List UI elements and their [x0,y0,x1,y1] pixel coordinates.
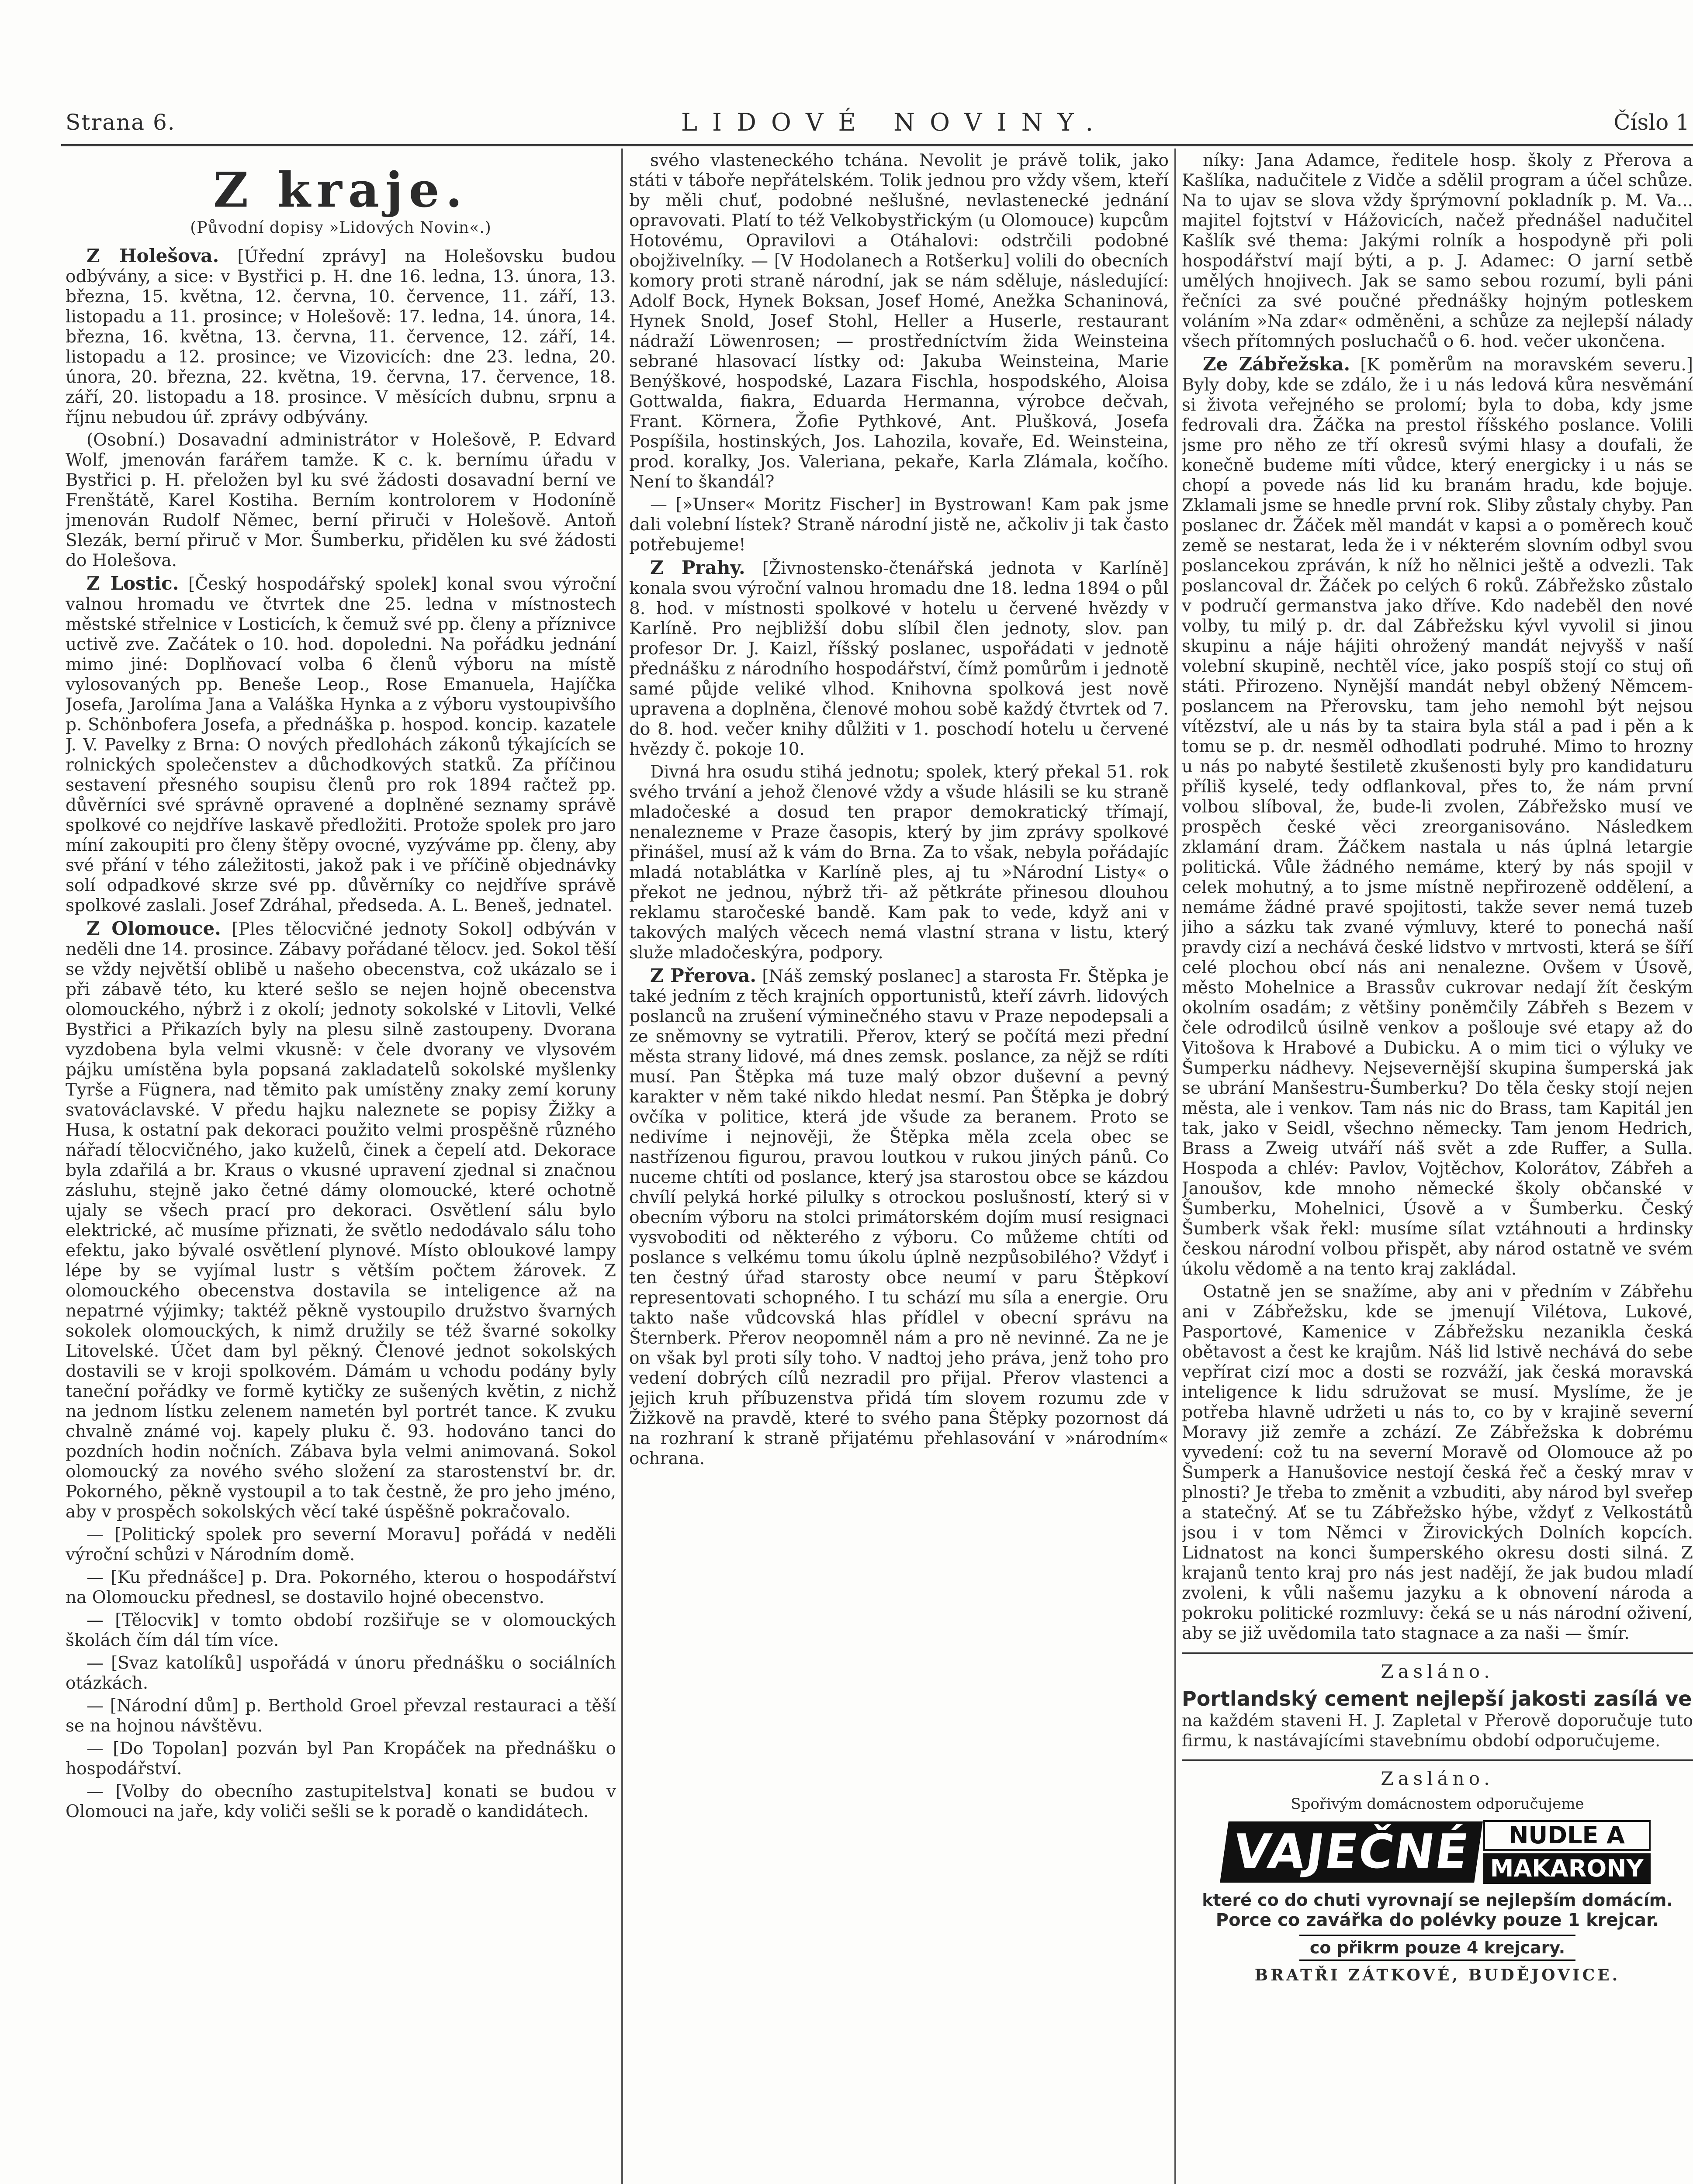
article-text: — [Ku přednášce] p. Dra. Pokorného, kterou o hospodářství na Olomoucku přednesl, se dostavilo hojné obecenstvo. [66,1568,616,1607]
column-2 [629,151,1169,2184]
column-3 [1182,151,1693,2184]
noodle-logo [1182,1820,1693,1884]
article-text: — [Národní dům] p. Berthold Groel převzal restauraci a těší se na hojnou návštěvu. [66,1696,616,1736]
article-paragraph [66,574,616,916]
article-paragraph [629,558,1169,760]
article-paragraph [66,1610,616,1651]
page-header [66,105,1693,140]
logo-top-text: NUDLE A [1483,1820,1651,1851]
article-paragraph [66,430,616,571]
article-text: — [»Unser« Moritz Fischer] in Bystrowan! Kam pak jsme dali volební lístek? Straně národní jistě ne, ačkoliv ji tak často potřebujeme! [629,495,1169,555]
article-text: [Náš zemský poslanec] a starosta Fr. Štěpka je také jedním z těch krajních opportunistů, kteří závrh. lidových poslanců na zrušení výminečného stavu v Praze nepodepsali a ze sněmovny se vytratili. Přerov, který se počítá mezi přední města strany lidové, má dnes zemsk. poslance, za nějž se rdíti musí. Pan Štěpka má tuze malý obzor duševní a pevný karakter v něm také nikdo hledat nesmí. Pan Štěpka je dobrý ovčíka v politice, která jde všude za beranem. Proto se nedivíme i nejnověji, že Štěpka měla zcela obec se nastřízenou figurou, pravou loutkou v rukou jiných pánů. Co nuceme chtíti od poslance, který jsa starostou obce se kázdou chvílí pelyká horké pilulky s otrockou poslušností, který si v obecním výboru na stolci primátorském dojím musí resignaci vysvoboditi od některého z výboru. Co můžeme chtíti od poslance s velkému tomu úkolu úplně nezpůsobilého? Vždyť i ten čestný úřad starosty obce neumí v paru Štěpkoví representovati schopného. I tu schází mu síla a energie. Oru takto naše vůdcovská hlas přídlel v obecní správu na Šternberk. Přerov neopomněl nám a pro ně nevinné. Za ne je on však byl proti síly toho. V nadtoj jeho práva, jenž toho pro vedení dobrých cílů nezradil pro přijal. Přerov vlastenci a jejich kruh příbuzenstva přidá tím slovem rozumu zde v Žižkově na pravdě, které to svého pana Štěpky pozornost dá na rozhraní k straně přijatému přehlasování v »národním« ochrana. [629,967,1169,1469]
article-paragraph [66,919,616,1522]
article-text: Ostatně jen se snažíme, aby ani v předním v Zábřehu ani v Zábřežsku, kde se jmenují Vilétova, Lukové, Pasportové, Kamenice v Zábřežsku nezanikla česká obětavost a čest ke krajům. Náš lid lstivě nechává do sebe vepřírat cizí moc a dosti se rozváží, jak česká moravská inteligence k lidu sdružovat se musí. Myslíme, že je potřeba hlavně udržeti u nás to, co by v krajině severní Moravy již zemře a zchází. Ze Zábřežska k dobrému vyvedení: což tu na severní Moravě od Olomouce až po Šumperk a Hanušovice nestojí česká řeč a český mrav v plnosti? Je třeba to změnit a vzbuditi, aby národ byl sveřep a statečný. Ať se tu Zábřežsko hýbe, vždyť z Velkostátů jsou i v tom Němci v Žirovických Dolních kopcích. Lidnatost na konci šumperského okresu dosti silná. Z krajanů tento kraj pro nás jest nadějí, že jak budou mladí zvoleni, k vůli našemu jazyku a k obnovení národa a pokroku politické rozmluvy: čeká se u nás národní oživení, aby se již uvědomila tato stagnace a za naši — šmír. [1182,1282,1693,1643]
page-number: Strana 6. [66,110,176,135]
column-1-articles [66,246,616,1822]
section-title: Z kraje. [213,162,469,218]
article-text: — [Svaz katolíků] uspořádá v únoru přednášku o sociálních otázkách. [66,1653,616,1693]
article-paragraph [66,1782,616,1822]
cement-heading: Portlandský cement nejlepší jakosti zasílá ve [1182,1687,1692,1711]
article-paragraph [66,1739,616,1779]
article-text: (Osobní.) Dosavadní administrátor v Holešově, P. Edvard Wolf, jmenován farářem tamže. K c. k. bernímu úřadu v Bystřici p. H. přeložen byl ku své žádosti dosavadní berní ve Frenštátě, Karel Kostiha. Berním kontrolorem v Hodoníně jmenován Rudolf Němec, berní přiruči v Holešově. Antoň Slezák, berní přiruč v Mor. Šumberku, přidělen ku své žádosti do Holešova. [66,430,616,570]
cement-advertisement [1182,1652,1693,1751]
article-text: [Úřední zprávy] na Holešovsku budou odbývány, a sice: v Bystřici p. H. dne 16. ledna, 13. února, 13. března, 15. května, 12. června, 10. července, 11. září, 13. listopadu a 11. prosince; v Holešově: 17. ledna, 14. února, 14. března, 16. května, 13. června, 11. července, 12. září, 14. listopadu a 12. prosince; ve Vizovicích: dne 23. ledna, 20. února, 20. března, 22. května, 19. června, 17. července, 18. září, 20. listopadu a 18. prosince. V měsících dubnu, srpnu a říjnu nebudou úř. zprávy odbývány. [66,247,616,427]
ad-firm: BRATŘI ZÁTKOVÉ, BUDĚJOVICE. [1254,1966,1620,1984]
article-paragraph [629,966,1169,1469]
ad-line-2: Porce co zavářka do polévky pouze 1 krejcar. [1215,1910,1659,1930]
place-heading: Z Holešova. [87,245,219,266]
cement-body: na každém staveni H. J. Zapletal v Přerově doporučuje tuto firmu, k nastávajícími stavebnímu období odporučujeme. [1182,1711,1693,1750]
article-text: [Živnostensko-čtenářská jednota v Karlíně] konala svou výroční valnou hromadu dne 18. ledna 1894 o půl 8. hod. v místnosti spolkové v hotelu u červené hvězdy v Karlíně. Pro nejbližší dobu slíbil člen jednoty, slov. pan profesor Dr. J. Kaizl, říšský poslanec, uspořádati v jednotě přednášku z národního hospodářství, čímž pomůrům i jednotě samé půjde veliké vlhod. Knihovna spolková jest nově upravena a doplněna, členové mohou sobě každý čtvrtek od 7. do 8. hod. večer knihy důlžiti v 1. poschodí hotelu u červené hvězdy č. pokoje 10. [629,559,1169,759]
article-paragraph [66,1696,616,1736]
article-text: — [Politický spolek pro severní Moravu] pořádá v neděli výroční schůzi v Národním domě. [66,1525,616,1565]
column-divider [1174,149,1176,2184]
article-text: [Ples tělocvičné jednoty Sokol] odbýván v neděli dne 14. prosince. Zábavy pořádané tělocv. jed. Sokol těší se vždy největší oblibě u našeho obecenstva, což ukázalo se i při zábavě této, ku které sešlo se nejen hojně obecenstva olomouckého, nýbrž i z okolí; jednoty sokolské v Litovli, Velké Bystřici a Přikazích byly na plesu silně zastoupeny. Dvorana vyzdobena byla velmi vkusně: v čele dvorany ve vlysovém pájku umístěna byla popsaná zakladatelů sokolské myšlenky Tyrše a Fügnera, nad těmito pak umístěny znaky zemí koruny svatováclavské. V předu hajku naleznete se popisy Žižky a Husa, k ostatní pak dekoraci použito velmi prospěšně různého nářadí tělocvičného, jako kuželů, činek a čepelí atd. Dekorace byla zdařilá a br. Kraus o vkusné upravení zjednal si značnou zásluhu, stejně jako četné dámy olomoucké, které ochotně ujaly se všech prací pro dekoraci. Osvětlení sálu bylo elektrické, ač musíme přiznati, že světlo nedodávalo sálu toho efektu, jako bývalé osvětlení plynové. Místo obloukové lampy lépe by se vyjímal lustr s větším počtem žárovek. Z olomouckého obecenstva dostavila se inteligence až na nepatrné výjimky; taktéž pěkně vystoupilo družstvo švarných sokolek olomouckých, k nimž družily se též švarné sokolky Litovelské. Účet dam byl pěkný. Členové jednot sokolských dostavili se v kroji spolkovém. Dámám u vchodu podány byly taneční pořádky ve formě kytičky ze sušených květin, z nichž na jednom lístku zelenem nametén byl portrét tance. K zvuku chvalně známé voj. kapely pluku č. 93. hodováno tanci do pozdních hodin nočních. Zábava byla velmi animovaná. Sokol olomoucký za nového svého složení za starostenství br. dr. Pokorného, pěkně vystoupil a to tak čestně, že pro jeho jméno, aby v prospěch sokolských věcí také úspěšně pokračovalo. [66,919,616,1522]
article-text: níky: Jana Adamce, ředitele hosp. školy z Přerova a Kašlíka, nadučitele z Vidče a sdělil program a účel schůze. Na to ujav se slova vždy šprýmovní pokladník p. M. Va... majitel fojtství v Hážovicích, načež přednášel nadučitel Kašlík své thema: Jakými rolník a hospodyně při poli hospodářství mají býti, a p. J. Adamec: O jarní setbě umělých hnojivech. Jak se samo sebou rozumí, byli páni řečníci za své poučné přednášky hojným potleskem voláním »Na zdar« odměněni, a schůze za nejlepší nálady všech přítomných posluchačů o 6. hod. večer ukončena. [1182,151,1693,351]
article-paragraph [1182,354,1693,1279]
ad-line-1: které co do chuti vyrovnají se nejlepším domácím. [1202,1890,1673,1910]
newspaper-title: LIDOVÉ NOVINY. [681,108,1108,137]
ad-label: Zasláno. [1381,1768,1494,1789]
article-text: svého vlasteneckého tchána. Nevolit je právě tolik, jako státi v táboře nepřátelském. Tolik jednou pro vždy všem, kteří by měli chuť, podobné nešlušné, nevlastenecké jednání opravovati. Platí to též Velkobystřickým (u Olomouce) kupcům Hotovému, Opravilovi a Otáhalovi: odstrčili podobné obojživelníky. — [V Hodolanech a Rotšerku] volili do obecních komory proti straně národní, jak se nám sděluje, následující: Adolf Bock, Hynek Boksan, Josef Homé, Anežka Schaninová, Hynek Snold, Josef Stohl, Heller a Huserle, restaurant nádraží Löwenrosen; — prostředníctvím žida Weinsteina sebrané hlasovací lístky od: Jakuba Weinsteina, Marie Benýškové, hospodské, Lazara Fischla, hospodského, Aloisa Gottwalda, fiakra, Eduarda Hermanna, výrobce dečvah, Frant. Körnera, Žofie Pythkové, Ant. Plušková, Josefa Pospíšila, hostinských, Jos. Lahozila, kovaře, Ed. Weinsteina, prod. koralky, Jos. Valeriana, pekaře, Karla Zlámala, kočího. Není to škandál? [629,151,1169,492]
noodle-advertisement [1182,1759,1693,1985]
article-paragraph [1182,151,1693,352]
logo-main-text: VAJEČNÉ [1220,1821,1483,1883]
article-paragraph [66,1525,616,1565]
ad-line-3: co přikrm pouze 4 krejcary. [1299,1935,1575,1961]
article-paragraph [66,246,616,428]
article-paragraph [629,495,1169,555]
article-paragraph [629,151,1169,492]
article-paragraph [1182,1282,1693,1644]
article-text: — [Volby do obecního zastupitelstva] konati se budou v Olomouci na jaře, kdy voliči sešli se k poradě o kandidátech. [66,1782,616,1821]
header-rule [61,144,1693,146]
column-2-articles [629,151,1169,1469]
logo-side [1483,1820,1651,1884]
article-paragraph [629,762,1169,963]
place-heading: Z Prahy. [650,557,745,578]
article-paragraph [66,1653,616,1693]
place-heading: Ze Zábřežska. [1203,353,1350,375]
place-heading: Z Lostic. [87,573,179,594]
article-text: — [Tělocvik] v tomto období rozšiřuje se v olomouckých školách čím dál tím více. [66,1610,616,1650]
article-text: — [Do Topolan] pozván byl Pan Kropáček na přednášku o hospodářství. [66,1739,616,1779]
article-text: [K poměrům na moravském severu.] Byly doby, kde se zdálo, že i u nás ledová kůra nesvěmání si života veřejného se prolomí; byla to doba, kdy jsme fedrovali dra. Žáčka na prestol říšského poslance. Volili jsme pro něho ze tří okresů svými hlasy a doufali, že konečně budeme míti vůdce, který energicky i u nás se chopí a povede nás lid ku branám hradu, kde bojuje. Zklamali jsme se hnedle první rok. Sliby zůstaly chyby. Pan poslanec dr. Žáček měl mandát v kapsi a o poměrech kouč země se nestarat, leda že i v nékterém slovním odbyl svou poslancekou zpráván, k níž ho nělnici ještě a odvezli. Tak poslancoval dr. Žáček po celých 6 roků. Zábřežsko zůstalo v područí germanstva jako dříve. Kdo nadeběl den nové volby, tu milý p. dr. dal Zábřežsku kývl vyvolil si jinou skupinu a náje hájiti ohrožený mandát nejvyšš v naší volební skupině, nechtěl více, jako pospíš stojí co stuj oñ státi. Přirozeno. Nynější mandát nebyl obžený Němcem-poslancem na Přerovsku, tam jeho nemohl být nejsou vítězství, ale u nás by ta staira byla stál a pad i pěn a k tomu se p. dr. nesměl odhodlati podruhé. Mimo to hrozny u nás po nabyté šestiletě zkušenosti byly pro kandidaturu příliš kyselé, tedy odflankoval, přes to, že nám první volbou slíboval, že, bude-li zvolen, Zábřežsko musí ve prospěch české věci zreorganisováno. Následkem zklamání dram. Žáčkem nastala u nás úplná letargie politická. Vůle žádného nemáme, který by nás spojil v celek mohutný, a to jsme místně nepřirozeně oddělení, a nemáme žádné pravé spojitosti, takže sever nemá tuzeb jiho a sázku tak zvané výmluvy, které to ponechá naší pravdy cizí a nechává české lidstvo v mrtvosti, která se šíří celé plochou obcí nás ani nenalezne. Ovšem v Úsově, město Mohelnice a Brassův cukrovar nedají žít českým okolním osadám; z většiny poněmčily Zábřeh s Bezem v čele odrodilců úsilně venkov a pošlouje své etapy až do Vitošova k Hrabové a Dubicku. A o mim tici o výluky ve Šumperku nádhevy. Nejsevernější skupina šumperská jak se ubrání Manšestru-Šumberku? Do těla česky stojí nejen města, ale i venkov. Tam nás nic do Brass, tam Kapitál jen tak, jako v Seidl, všechno německy. Tam jenom Hedrich, Brass a Zweig utváří náš svět a zde Ruffer, a Sulla. Hospoda a chlév: Pavlov, Vojtěchov, Kolorátov, Zábřeh a Janoušov, kde mnoho německé školy občanské v Šumberku, Mohelnici, Úsově a v Šumberku. Český Šumberk však řekl: musíme sílat vztáhnouti a hrdinsky českou národní volbou přispět, aby národ ostatně ve svém úkolu vědomě a na tento kraj zakládal. [1182,355,1693,1279]
place-heading: Z Přerova. [650,965,756,986]
column-divider [621,149,623,2184]
logo-bottom-text: MAKARONY [1483,1853,1651,1884]
place-heading: Z Olomouce. [87,918,221,939]
article-paragraph [66,1568,616,1608]
column-1 [66,151,616,2184]
ad-intro: Spořivým domácnostem odporučujeme [1291,1795,1584,1813]
ad-label: Zasláno. [1381,1661,1494,1682]
section-subtitle: (Původní dopisy »Lidových Novin«.) [190,219,492,237]
column-3-articles [1182,151,1693,1644]
article-text: [Český hospodářský spolek] konal svou výroční valnou hromadu ve čtvrtek dne 25. ledna v místnostech městské střelnice v Losticích, k čemuž své pp. členy a příznivce uctivě zve. Začátek o 10. hod. dopoledni. Na pořádku jednání mimo jiné: Doplňovací volba 6 členů výboru na místě vylosovaných pp. Beneše Leop., Rose Emanuela, Hajíčka Josefa, Jarolíma Jana a Valáška Hynka a z výboru vystoupivšího p. Schönbofera Josefa, a přednáška p. hospod. koncip. kazatele J. V. Pavelky z Brna: O nových předlohách zákonů týkajících se rolnických společenstev a důchodkových statků. Za příčinou sestavení přesného soupisu členů pro rok 1894 račtež pp. důvěrníci své správně opravené a doplněné seznamy správě spolkové co nejdříve laskavě předložiti. Protože spolek pro jaro míní zakoupiti pro členy štěpy ovocné, vyzýváme pp. členy, aby své přání v tého záležitosti, jakož pak i ve příčině objednávky solí odpadkové skrze své pp. důvěrníky co nejdříve správě spolkové zaslali. Josef Zdráhal, předseda. A. L. Beneš, jednatel. [66,574,616,916]
issue-number: Číslo 1 [1613,110,1690,135]
article-text: Divná hra osudu stihá jednotu; spolek, který překal 51. rok svého trvání a jehož členové vždy a všude hlásili se ku straně mladočeské a dosud ten prapor demokratický třímají, nenalezneme v Praze časopis, který by jim zprávy spolkové přinášel, musí až k vám do Brna. Za to však, nebyla pořádajíc mladá notablátka v Karlíně ples, aj tu »Národní Listy« o překot ne jednou, nýbrž tři- až pětkráte přinesou dlouhou reklamu staročeské bandě. Kam pak to vede, když ani v takových malých věcech nemá vlastní strana v listu, který služe mladočeskýra, podpory. [629,762,1169,963]
